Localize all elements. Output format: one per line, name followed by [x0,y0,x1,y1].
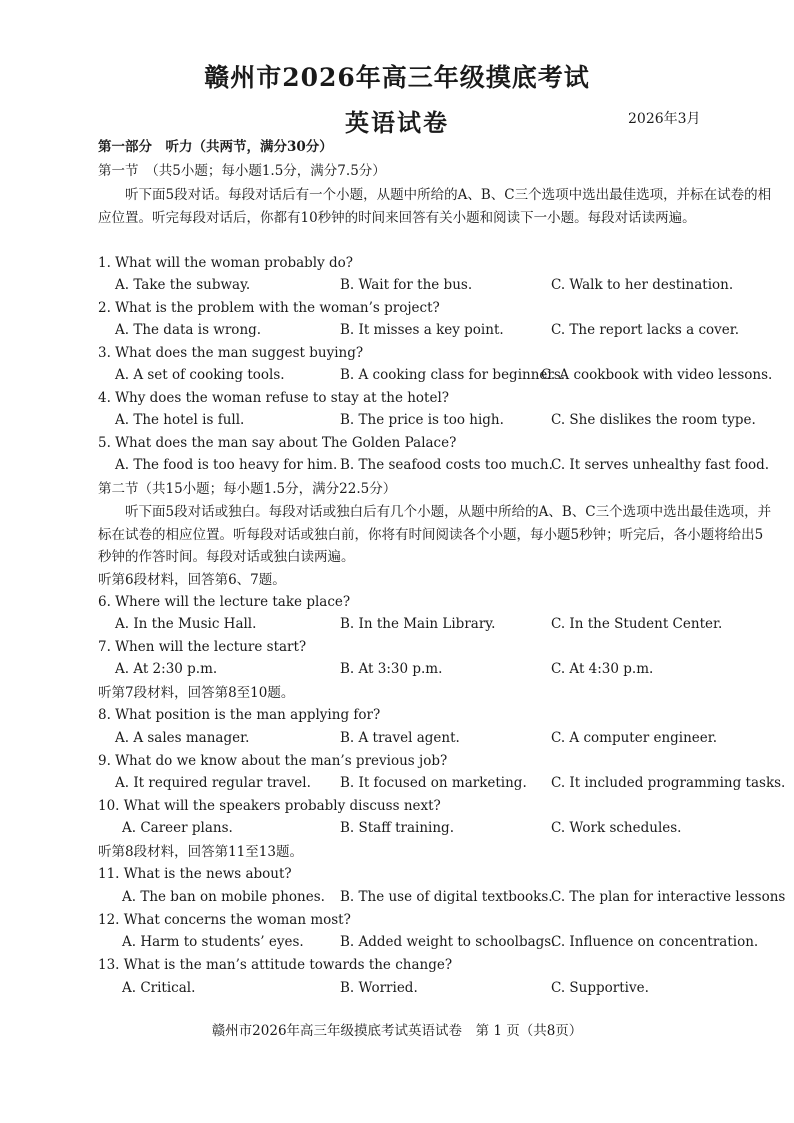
option-b: B. A travel agent. [340,730,460,746]
material-label-8: 听第8段材料，回答第11至13题。 [98,844,303,860]
question-text: 4. Why does the woman refuse to stay at the hotel? [98,390,450,406]
option-a: A. A sales manager. [115,730,250,746]
option-c: C. She dislikes the room type. [551,412,756,428]
option-a: A. It required regular travel. [115,775,311,791]
option-c: C. At 4:30 p.m. [551,661,654,677]
exam-title: 赣州市2026年高三年级摸底考试 [204,63,590,92]
option-c: C. The report lacks a cover. [551,322,740,338]
section2-title: 第二节（共15小题；每小题1.5分，满分22.5分） [98,481,397,497]
material-label-7: 听第7段材料，回答第8至10题。 [98,685,295,701]
option-c: C. A cookbook with video lessons. [541,367,773,383]
question-text: 6. Where will the lecture take place? [98,594,351,610]
question-text: 1. What will the woman probably do? [98,255,354,271]
option-b: B. The price is too high. [340,412,504,428]
option-c: C. Influence on concentration. [551,934,759,950]
option-b: B. A cooking class for beginners. [340,367,566,383]
option-b: B. Wait for the bus. [340,277,473,293]
part1-title: 第一部分 听力（共两节，满分30分） [98,139,333,155]
material-label-6: 听第6段材料，回答第6、7题。 [98,572,286,588]
exam-date: 2026年3月 [628,111,701,127]
option-c: C. It serves unhealthy fast food. [551,457,770,473]
option-b: B. Worried. [340,980,418,996]
question-text: 3. What does the man suggest buying? [98,345,364,361]
option-c: C. Supportive. [551,980,649,996]
question-text: 5. What does the man say about The Golden Palace? [98,435,457,451]
option-a: A. Critical. [122,980,196,996]
option-b: B. It misses a key point. [340,322,504,338]
option-a: A. The hotel is full. [115,412,245,428]
option-b: B. The use of digital textbooks. [340,889,553,905]
option-b: B. The seafood costs too much. [340,457,553,473]
option-b: B. Added weight to schoolbags. [340,934,556,950]
option-c: C. Walk to her destination. [551,277,734,293]
section1-instructions: 听下面5段对话。每段对话后有一个小题，从题中所给的A、B、C三个选项中选出最佳选项，并标在试卷的相应位置。听完每段对话后，你都有10秒钟的时间来回答有关小题和阅读下一小题。每段对话读两遍。 [98,187,772,226]
option-a: A. At 2:30 p.m. [115,661,218,677]
option-c: C. In the Student Center. [551,616,723,632]
section2-instructions: 听下面5段对话或独白。每段对话或独白后有几个小题，从题中所给的A、B、C三个选项中选出最佳选项，并标在试卷的相应位置。听每段对话或独白前，你将有时间阅读各个小题，每小题5秒钟；听完后，各小题将给出5秒钟的作答时间。每段对话或独白读两遍。 [98,504,772,565]
page-footer: 赣州市2026年高三年级摸底考试英语试卷 第 1 页（共8页） [211,1023,583,1039]
question-text: 7. When will the lecture start? [98,639,307,655]
question-text: 9. What do we know about the man’s previous job? [98,753,448,769]
option-a: A. Take the subway. [115,277,251,293]
question-text: 2. What is the problem with the woman’s project? [98,300,440,316]
option-a: A. Career plans. [122,820,233,836]
option-a: A. The ban on mobile phones. [122,889,325,905]
option-c: C. Work schedules. [551,820,682,836]
question-text: 11. What is the news about? [98,866,292,882]
option-b: B. It focused on marketing. [340,775,527,791]
option-b: B. Staff training. [340,820,454,836]
question-text: 13. What is the man’s attitude towards the change? [98,957,453,973]
option-a: A. In the Music Hall. [115,616,257,632]
option-b: B. In the Main Library. [340,616,496,632]
option-c: C. The plan for interactive lessons [551,889,786,905]
option-a: A. The food is too heavy for him. [115,457,338,473]
exam-subtitle: 英语试卷 [345,108,449,137]
option-c: C. A computer engineer. [551,730,718,746]
option-a: A. Harm to students’ eyes. [122,934,304,950]
section1-title: 第一节 （共5小题；每小题1.5分，满分7.5分） [98,163,386,179]
option-a: A. The data is wrong. [115,322,262,338]
question-text: 8. What position is the man applying for? [98,707,381,723]
question-text: 12. What concerns the woman most? [98,912,351,928]
question-text: 10. What will the speakers probably discuss next? [98,798,441,814]
option-b: B. At 3:30 p.m. [340,661,443,677]
option-a: A. A set of cooking tools. [115,367,285,383]
option-c: C. It included programming tasks. [551,775,786,791]
